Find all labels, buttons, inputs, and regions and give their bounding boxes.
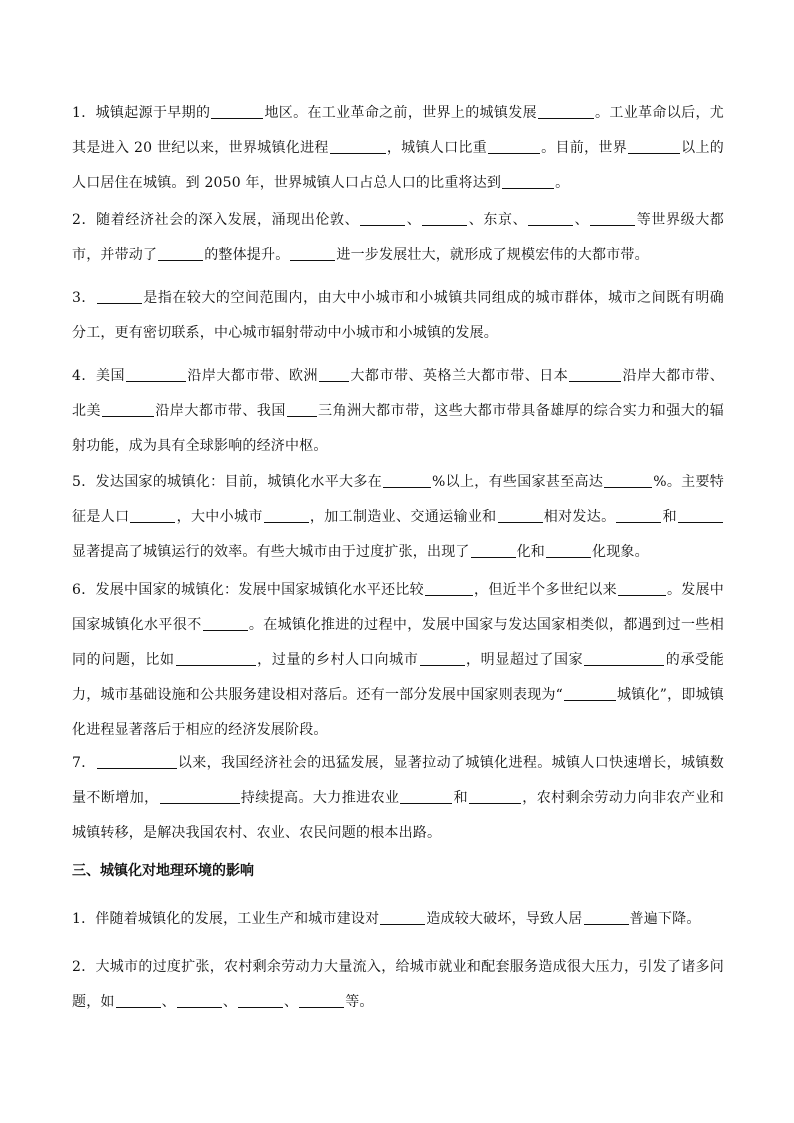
section-heading: 三、城镇化对地理环境的影响	[72, 863, 254, 879]
blank[interactable]	[422, 211, 467, 225]
blank[interactable]	[383, 473, 431, 487]
text: ，城镇人口比重	[386, 140, 488, 156]
text: 等。	[345, 994, 374, 1010]
text: ，农村剩余劳动力向非农产业和城镇转移，是解决我国农村、农业、农民问题的根本出路。	[72, 790, 724, 841]
text: 2．大城市的过度扩张，农村剩余劳动力大量流入，给城市就业和配套服务造成很大压力，引发了诸多问题，如	[72, 959, 724, 1010]
blank[interactable]	[97, 754, 177, 768]
text: ，明显超过了国家	[465, 652, 584, 668]
text: 是指在较大的空间范围内，由大中小城市和小城镇共同组成的城市群体，城市之间既有明确分工，更有密切联系，中心城市辐射带动中小城市和小城镇的发展。	[72, 290, 725, 341]
blank[interactable]	[126, 367, 186, 381]
blank[interactable]	[360, 211, 405, 225]
text: 、	[574, 212, 590, 228]
section3-paragraph-1	[72, 902, 724, 937]
blank[interactable]	[203, 616, 248, 630]
blank[interactable]	[488, 139, 540, 153]
text: 、	[406, 212, 422, 228]
text: ，过量的乡村人口向城市	[256, 652, 419, 668]
blank[interactable]	[471, 543, 516, 557]
paragraph-1	[72, 96, 724, 201]
blank[interactable]	[590, 211, 635, 225]
text: 沿岸大都市带、北美	[72, 368, 724, 419]
text: 和	[662, 509, 677, 525]
blank[interactable]	[116, 993, 161, 1007]
blank[interactable]	[211, 104, 263, 118]
text: 4．美国	[72, 368, 126, 384]
blank[interactable]	[160, 789, 240, 803]
blank[interactable]	[290, 246, 335, 260]
paragraph-7	[72, 746, 724, 851]
blank[interactable]	[102, 402, 154, 416]
text: 6．发展中国家的城镇化：发展中国家城镇化水平还比较	[72, 582, 424, 598]
text: 的整体提升。	[204, 247, 290, 263]
paragraph-2	[72, 203, 724, 273]
blank[interactable]	[584, 910, 629, 924]
text: 城镇化”，即城镇化进程显著落后于相应的经济发展阶段。	[72, 687, 724, 738]
text: 化和	[516, 544, 546, 560]
blank[interactable]	[264, 508, 309, 522]
blank[interactable]	[238, 993, 283, 1007]
blank[interactable]	[678, 508, 723, 522]
text: 和	[453, 790, 469, 806]
text: 沿岸大都市带、我国	[155, 403, 286, 419]
text: 。目前，世界	[541, 140, 628, 156]
text: 相对发达。	[543, 509, 616, 525]
blank[interactable]	[97, 289, 142, 303]
text: 、	[284, 994, 299, 1010]
text: 。在城镇化推进的过程中，发展中国家与发达国家相类似，都遇到过一些相同的问题，比如	[72, 617, 724, 668]
blank[interactable]	[564, 686, 616, 700]
blank[interactable]	[299, 993, 344, 1007]
text: 进一步发展壮大，就形成了规模宏伟的大都市带。	[336, 247, 649, 263]
text: 普遍下降。	[629, 911, 701, 927]
text: 以上的人口居住在城镇。到 2050 年，世界城镇人口占总人口的比重将达到	[72, 140, 725, 191]
text: 1．伴随着城镇化的发展，工业生产和城市建设对	[72, 911, 380, 927]
blank[interactable]	[616, 508, 661, 522]
blank[interactable]	[158, 246, 203, 260]
blank[interactable]	[177, 993, 222, 1007]
blank[interactable]	[498, 508, 543, 522]
text: ，大中小城市	[176, 509, 263, 525]
blank[interactable]	[400, 789, 452, 803]
text: 5．发达国家的城镇化：目前，城镇化水平大多在	[72, 474, 383, 490]
text: 、东京、	[468, 212, 528, 228]
text: 地区。在工业革命之前，世界上的城镇发展	[264, 105, 537, 121]
blank[interactable]	[538, 104, 594, 118]
blank[interactable]	[628, 139, 680, 153]
blank[interactable]	[618, 581, 666, 595]
text: 、	[161, 994, 176, 1010]
blank[interactable]	[319, 367, 349, 381]
blank[interactable]	[569, 367, 621, 381]
text: ，加工制造业、交通运输业和	[309, 509, 497, 525]
text: 大都市带、英格兰大都市带、日本	[350, 368, 569, 384]
blank[interactable]	[604, 473, 652, 487]
text: 显著提高了城镇运行的效率。有些大城市由于过度扩张，出现了	[72, 544, 470, 560]
blank[interactable]	[176, 651, 256, 665]
text: 三角洲大都市带，这些大都市带具备雄厚的综合实力和强大的辐射功能，成为具有全球影响的经济中枢。	[72, 403, 724, 454]
text: 、	[222, 994, 238, 1010]
text: 以来，我国经济社会的迅猛发展，显著拉动了城镇化进程。城镇人口快速增长，城镇数量不断增加，	[72, 755, 724, 806]
blank[interactable]	[584, 651, 664, 665]
blank[interactable]	[380, 910, 425, 924]
text: 1．城镇起源于早期的	[72, 105, 211, 121]
text: 。	[555, 175, 570, 191]
blank[interactable]	[420, 651, 465, 665]
section3-paragraph-2	[72, 950, 724, 1020]
paragraph-6	[72, 573, 724, 748]
text: 的承受能力，城市基础设施和公共服务建设相对落后。还有一部分发展中国家则表现为“	[72, 652, 724, 703]
blank[interactable]	[130, 508, 175, 522]
text: 。工业革命以后，尤其是进入 20 世纪以来，世界城镇化进程	[72, 105, 724, 156]
blank[interactable]	[546, 543, 591, 557]
blank[interactable]	[330, 139, 386, 153]
blank[interactable]	[425, 581, 473, 595]
text: 2．随着经济社会的深入发展，涌现出伦敦、	[72, 212, 360, 228]
text: 7．	[72, 755, 96, 771]
text: 3．	[72, 290, 96, 306]
text: 等世界级大都市，并带动了	[72, 212, 725, 263]
paragraph-5	[72, 465, 724, 570]
blank[interactable]	[528, 211, 573, 225]
paragraph-4	[72, 359, 724, 464]
blank[interactable]	[469, 789, 521, 803]
blank[interactable]	[287, 402, 317, 416]
text: 沿岸大都市带、欧洲	[187, 368, 319, 384]
text: %。主要特征是人口	[72, 474, 724, 525]
text: 造成较大破坏，导致人居	[426, 911, 583, 927]
text: 持续提高。大力推进农业	[240, 790, 400, 806]
blank[interactable]	[502, 174, 554, 188]
text: 化现象。	[592, 544, 649, 560]
text: 。发展中国家城镇化水平很不	[72, 582, 725, 633]
paragraph-3	[72, 281, 724, 351]
text: ，但近半个多世纪以来	[473, 582, 617, 598]
text: %以上，有些国家甚至高达	[432, 474, 604, 490]
